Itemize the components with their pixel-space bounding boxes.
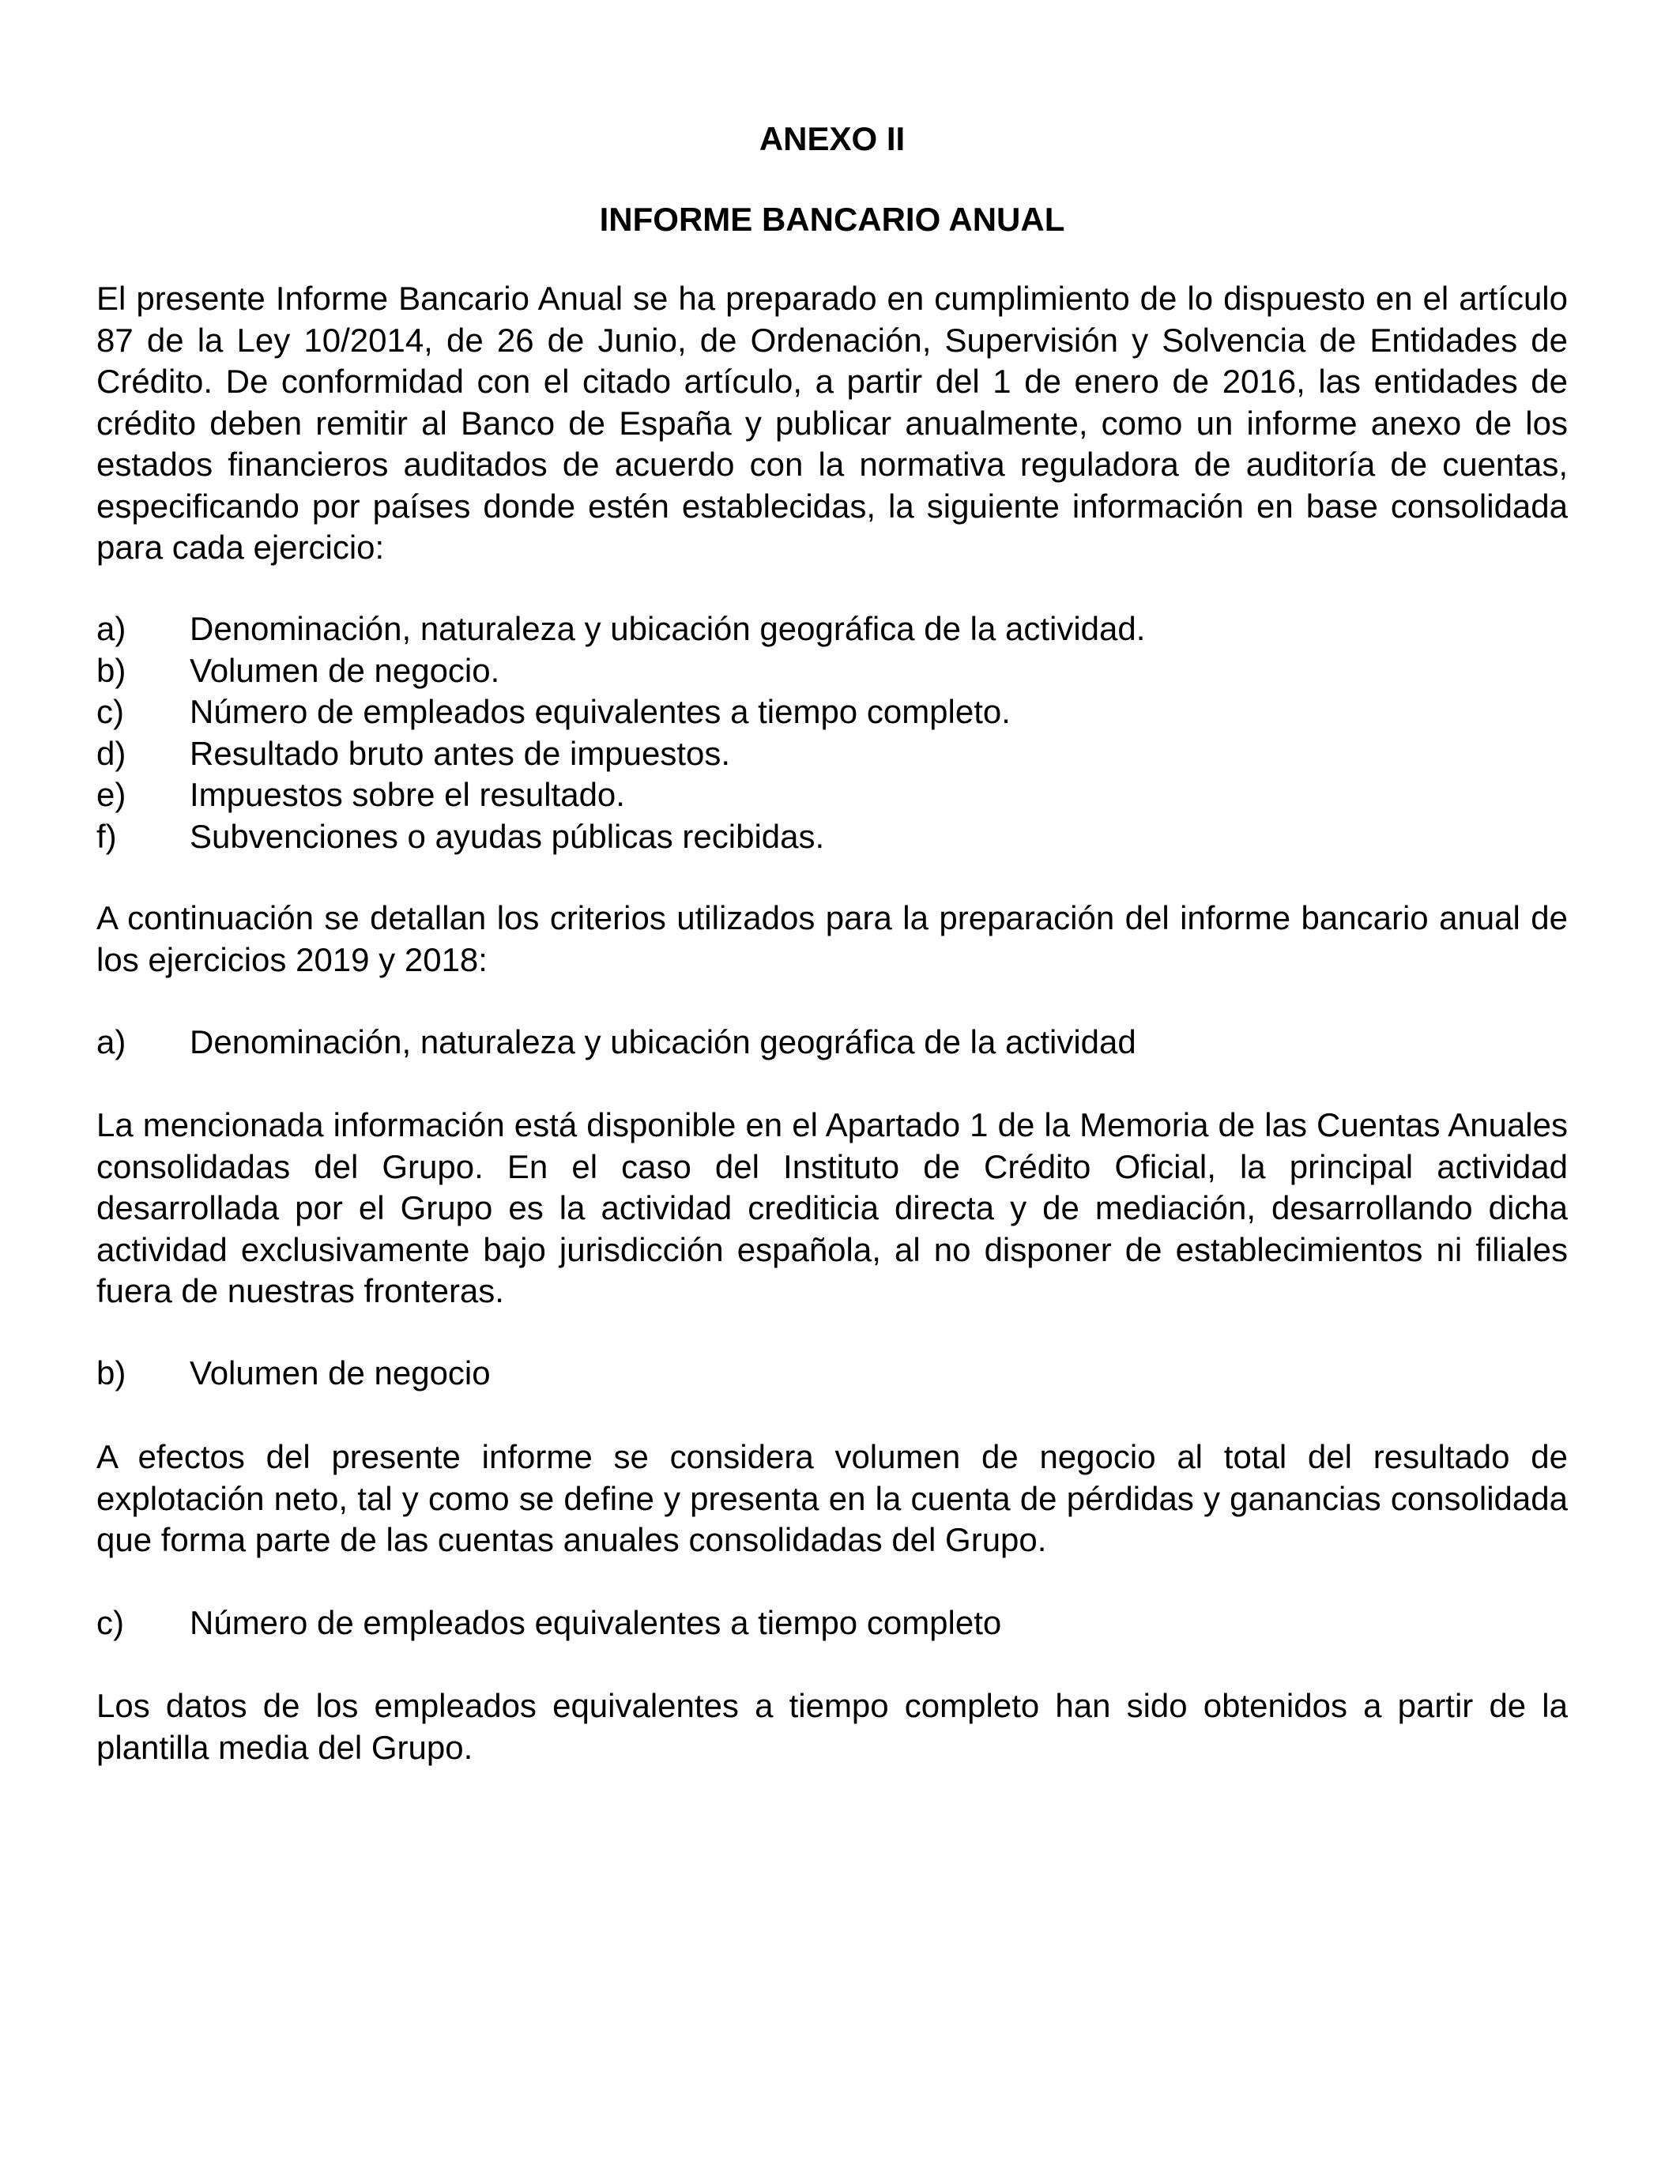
section-heading-c: [96, 1602, 1568, 1644]
list-item-text: Impuestos sobre el resultado.: [190, 776, 625, 813]
list-item: [96, 608, 1568, 650]
list-item-text: Subvenciones o ayudas públicas recibidas.: [190, 817, 825, 855]
list-marker: a): [96, 610, 126, 647]
list-item-text: Resultado bruto antes de impuestos.: [190, 734, 731, 772]
list-item: [96, 733, 1568, 775]
section-marker: c): [96, 1604, 124, 1641]
section-a-body: La mencionada información está disponible en el Apartado 1 de la Memoria de las Cuentas Anuales consolidadas del Grupo. En el caso del Instituto de Crédito Oficial, la principal actividad desarrollada por el Grupo es la actividad crediticia directa y de mediación, desarrollando dicha actividad exclusivamente bajo jurisdicción española, al no disponer de establecimientos ni filiales fuera de nuestras fronteras.: [96, 1106, 1568, 1309]
information-list: [96, 608, 1568, 857]
section-marker: b): [96, 1354, 126, 1391]
list-item: [96, 650, 1568, 692]
list-marker: e): [96, 776, 126, 813]
list-marker: c): [96, 693, 124, 730]
section-heading-text: Número de empleados equivalentes a tiempo completo: [190, 1604, 1002, 1641]
list-marker: f): [96, 817, 117, 855]
list-item: [96, 691, 1568, 733]
section-heading-b: [96, 1353, 1568, 1394]
section-heading-a: [96, 1022, 1568, 1063]
list-item: [96, 774, 1568, 816]
intro-paragraph: El presente Informe Bancario Anual se ha preparado en cumplimiento de lo dispuesto en el artículo 87 de la Ley 10/2014, de 26 de Junio, de Ordenación, Supervisión y Solvencia de Entidades de Crédito. De conformidad con el citado artículo, a partir del 1 de enero de 2016, las entidades de crédito deben remitir al Banco de España y publicar anualmente, como un informe anexo de los estados financieros auditados de acuerdo con la normativa reguladora de auditoría de cuentas, especificando por países donde estén establecidas, la siguiente información en base consolidada para cada ejercicio:: [96, 280, 1568, 566]
list-marker: b): [96, 651, 126, 689]
list-marker: d): [96, 734, 126, 772]
list-item-text: Volumen de negocio.: [190, 651, 500, 689]
list-item: [96, 816, 1568, 858]
report-title: INFORME BANCARIO ANUAL: [599, 201, 1065, 238]
list-item-text: Número de empleados equivalentes a tiempo completo.: [190, 693, 1011, 730]
annex-title: ANEXO II: [759, 120, 906, 157]
list-item-text: Denominación, naturaleza y ubicación geográfica de la actividad.: [190, 610, 1146, 647]
section-c-body: Los datos de los empleados equivalentes a tiempo completo han sido obtenidos a partir de la plantilla media del Grupo.: [96, 1687, 1568, 1766]
section-heading-text: Volumen de negocio: [190, 1354, 491, 1391]
section-heading-text: Denominación, naturaleza y ubicación geográfica de la actividad: [190, 1023, 1136, 1060]
section-b-body: A efectos del presente informe se considera volumen de negocio al total del resultado de explotación neto, tal y como se define y presenta en la cuenta de pérdidas y ganancias consolidada que forma parte de las cuentas anuales consolidadas del Grupo.: [96, 1438, 1568, 1558]
criteria-intro-paragraph: A continuación se detallan los criterios utilizados para la preparación del informe bancario anual de los ejercicios 2019 y 2018:: [96, 899, 1568, 978]
section-marker: a): [96, 1023, 126, 1060]
